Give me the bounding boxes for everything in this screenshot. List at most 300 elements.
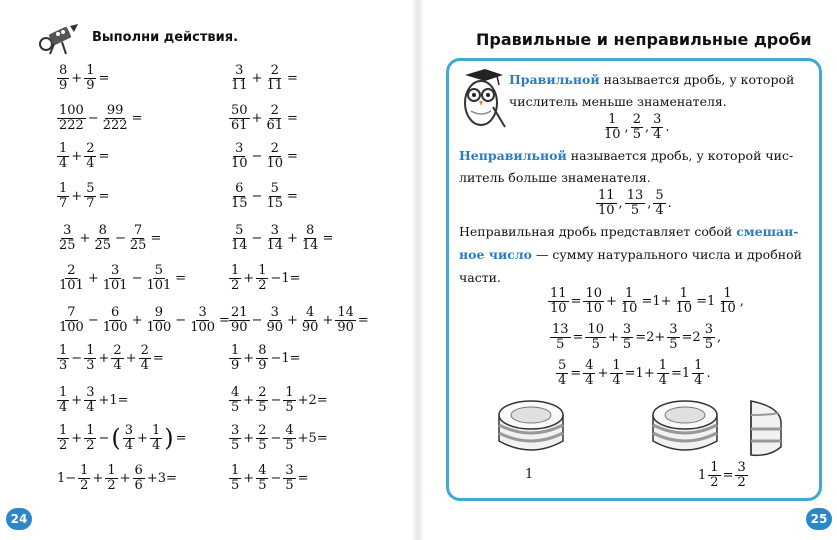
fraction [57,386,69,414]
fraction [144,264,173,292]
denominator: 4 [653,126,662,142]
caption-one: 1 [525,467,534,482]
denominator: 6 [134,477,143,493]
operator: =1+ [641,293,672,309]
operator: − [251,230,263,246]
fraction [583,287,604,315]
numerator: 3 [111,263,120,278]
denominator: 4 [113,357,122,373]
exercise [56,264,187,292]
numerator: 1 [80,463,89,478]
exercise [228,264,302,292]
numerator: 3 [198,305,207,320]
proper-def-line2: числитель меньше знаменателя. [509,94,727,109]
denominator: 4 [86,399,95,415]
fraction [264,182,285,210]
numerator: 2 [258,385,267,400]
operator: + [243,270,255,286]
fraction [123,424,135,452]
exercise [228,464,310,492]
denominator: 9 [86,77,95,93]
denominator: 7 [59,195,68,211]
operator: = [98,70,110,86]
denominator: 222 [59,117,84,133]
operator: = [98,188,110,204]
fraction [300,224,321,252]
denominator: 2 [737,474,746,490]
exercise [228,224,334,252]
denominator: 4 [59,155,68,171]
proper-term: Правильной [509,72,600,87]
fraction [256,264,268,292]
exercise [56,104,143,132]
operator: = [150,230,162,246]
page-gutter [412,0,424,540]
numerator: 4 [306,305,315,320]
operator: + [92,470,104,486]
numerator: 7 [67,305,76,320]
numerator: 3 [669,322,678,337]
fraction [256,386,268,414]
operator: 1− [57,470,77,486]
denominator: 101 [59,277,84,293]
operator: = [572,329,584,345]
numerator: 10 [587,322,604,337]
fraction [264,224,285,252]
fraction [57,104,86,132]
numerator: 1 [723,286,732,301]
numerator: 2 [86,141,95,156]
exercise [228,306,370,334]
operator: + [119,470,131,486]
fraction [229,464,241,492]
denominator: 10 [231,155,248,171]
fraction [610,359,622,387]
fraction [229,264,241,292]
numerator: 1 [59,423,68,438]
theory-box [446,58,822,501]
numerator: 13 [626,188,644,203]
denominator: 15 [266,195,283,211]
numerator: 3 [86,385,95,400]
fraction [708,461,720,489]
numerator: 1 [86,423,95,438]
denominator: 2 [107,477,116,493]
denominator: 10 [550,300,567,316]
denominator: 4 [558,372,567,388]
numerator: 1 [86,63,95,78]
fraction [188,306,217,334]
numerator: 11 [550,286,567,301]
denominator: 5 [285,437,294,453]
operator: + [243,430,255,446]
fraction [57,64,69,92]
exercise [228,182,299,210]
fraction [653,189,665,217]
operator: = [322,230,334,246]
numerator: 7 [134,223,143,238]
exercise [228,64,299,92]
denominator: 14 [266,237,283,253]
operator: + [287,230,298,246]
exercise [228,142,299,170]
numerator: 1 [258,263,267,278]
numerator: 1 [107,463,116,478]
fraction [78,464,90,492]
page-title: Правильные и неправильные дроби [476,30,812,49]
fraction [651,113,663,141]
improper-examples [595,189,673,217]
operator: , [647,195,652,211]
fraction [229,142,250,170]
fraction [300,306,321,334]
fraction [84,386,96,414]
operator: +2= [297,392,328,408]
fraction [57,344,69,372]
fraction [101,104,130,132]
denominator: 5 [258,477,267,493]
operator: = [175,430,187,446]
numerator: 1 [231,343,240,358]
operator: = [152,350,164,366]
fraction [674,287,695,315]
numerator: 3 [653,112,662,127]
numerator: 8 [258,343,267,358]
operator: = [219,312,230,328]
denominator: 2 [710,474,719,490]
operator: = [287,110,298,126]
denominator: 10 [675,300,693,316]
operator: =1 [671,365,691,381]
fraction [264,142,285,170]
numerator: 3 [235,141,244,156]
operator: − [251,148,263,164]
numerator: 8 [98,223,107,238]
fraction [229,424,241,452]
numerator: 5 [558,358,567,373]
denominator: 4 [86,155,95,171]
numerator: 5 [270,181,279,196]
fraction [101,306,130,334]
denominator: 90 [301,319,319,335]
fraction [602,113,623,141]
numerator: 3 [622,322,632,337]
fraction [283,464,295,492]
exercise [228,104,299,132]
operator: + [322,312,334,328]
denominator: 10 [719,300,736,316]
numerator: 4 [585,358,594,373]
equation [555,359,712,387]
instruction-title: Выполни действия. [92,30,239,45]
fraction [667,323,679,351]
denominator: 5 [630,202,640,218]
denominator: 15 [231,195,248,211]
numerator: 3 [231,423,240,438]
denominator: 10 [266,155,283,171]
fraction [229,224,250,252]
operator: + [597,365,609,381]
denominator: 100 [59,319,84,335]
numerator: 100 [59,103,84,118]
fraction [631,113,643,141]
operator: + [71,70,83,86]
fraction [256,464,268,492]
half-cake-icon [649,393,785,459]
fraction [657,359,669,387]
denominator: 4 [585,372,594,388]
operator: , [739,293,744,309]
operator: + [125,350,137,366]
denominator: 9 [59,77,68,93]
fraction [133,464,145,492]
numerator: 1 [710,460,719,475]
denominator: 5 [556,336,565,352]
operator: + [251,70,263,86]
improper-text-1: называется дробь, у которой чис- [566,148,794,163]
fraction [111,344,123,372]
denominator: 5 [231,477,240,493]
fraction [229,64,250,92]
numerator: 1 [694,358,703,373]
page-number-right: 25 [806,508,832,530]
denominator: 4 [612,372,621,388]
operator: , [618,195,623,211]
operator: +5= [297,430,328,446]
denominator: 100 [146,319,172,335]
caption-mixed [697,461,749,489]
operator: ) [164,424,174,453]
numerator: 2 [270,141,279,156]
operator: = [287,188,298,204]
operator: +3= [146,470,177,486]
denominator: 10 [585,300,602,316]
operator: =1 [696,293,716,309]
denominator: 5 [285,477,294,493]
numerator: 10 [585,286,602,301]
denominator: 5 [622,336,632,352]
denominator: 61 [266,117,283,133]
numerator: 13 [552,322,569,337]
fraction [717,287,738,315]
denominator: 25 [129,237,147,253]
operator: = [287,148,298,164]
fraction [264,64,285,92]
improper-def-line2: литель больше знаменателя. [459,170,651,185]
numerator: 4 [231,385,240,400]
numerator: 99 [106,103,124,118]
fraction [583,359,595,387]
fraction [703,323,715,351]
denominator: 4 [658,372,667,388]
fraction [229,306,250,334]
denominator: 3 [59,357,68,373]
operator: . [667,195,672,211]
denominator: 10 [604,126,621,142]
operator: − [270,470,282,486]
denominator: 5 [231,399,240,415]
numerator: 5 [86,181,95,196]
numerator: 1 [231,263,240,278]
numerator: 8 [306,223,315,238]
denominator: 14 [231,237,248,253]
numerator: 3 [63,223,72,238]
numerator: 4 [285,423,294,438]
denominator: 9 [258,357,267,373]
fraction [619,287,640,315]
operator: −1= [270,350,301,366]
denominator: 7 [86,195,95,211]
fraction [229,182,250,210]
denominator: 5 [669,336,678,352]
denominator: 100 [190,319,216,335]
operator: = [287,70,298,86]
denominator: 4 [59,399,68,415]
denominator: 25 [94,237,111,253]
numerator: 3 [704,322,713,337]
fraction [57,182,69,210]
operator: + [608,329,619,345]
exercise [56,64,110,92]
denominator: 5 [231,437,240,453]
operator: + [131,312,143,328]
mixed-line1 [459,221,799,243]
exercise [228,424,329,452]
fraction [139,344,151,372]
operator: + [251,110,263,126]
operator: − [115,230,126,246]
mixed-text-b: — сумму натурального числа и дробной [531,247,802,262]
mixed-term-b: ное число [459,247,532,262]
proper-text-1: называется дробь, у которой [599,72,795,87]
operator: = [570,365,582,381]
mixed-term-a: смешан- [736,224,799,239]
numerator: 1 [59,385,68,400]
fraction [550,323,571,351]
fraction [84,424,96,452]
numerator: 3 [124,423,134,438]
fraction [128,224,149,252]
fraction [144,306,173,334]
operator: − [270,392,282,408]
denominator: 4 [151,437,161,453]
denominator: 2 [59,437,68,453]
numerator: 2 [67,263,76,278]
denominator: 10 [598,202,615,218]
denominator: 5 [704,336,713,352]
operator: 1 [698,467,707,483]
mixed-line2 [459,244,802,266]
numerator: 2 [632,112,641,127]
fraction [84,142,96,170]
operator: + [71,392,83,408]
fraction [92,224,113,252]
operator: − [270,430,282,446]
operator: = [722,467,734,483]
fraction [264,104,285,132]
numerator: 1 [612,358,621,373]
numerator: 5 [154,263,164,278]
fraction [150,424,162,452]
denominator: 11 [266,77,283,93]
fraction [84,182,96,210]
exercise [228,386,329,414]
numerator: 2 [113,343,122,358]
operator: = [175,270,187,286]
numerator: 1 [625,286,634,301]
numerator: 1 [679,286,688,301]
numerator: 1 [151,423,161,438]
numerator: 11 [598,188,615,203]
numerator: 5 [235,223,244,238]
numerator: 1 [86,343,95,358]
exercise [56,424,188,452]
numerator: 1 [59,141,68,156]
exercise [56,224,162,252]
improper-def-line1 [459,145,793,167]
numerator: 2 [258,423,267,438]
pencil-mascot-icon [36,22,82,56]
operator: + [71,148,83,164]
operator: + [606,293,617,309]
equation [547,287,745,315]
denominator: 5 [632,126,641,142]
operator: =1+ [624,365,655,381]
mixed-line3: части. [459,270,501,285]
operator: + [71,430,83,446]
numerator: 3 [270,305,279,320]
operator: = [357,312,369,328]
fraction [229,104,250,132]
denominator: 11 [231,77,248,93]
numerator: 1 [59,343,68,358]
numerator: 4 [258,463,267,478]
denominator: 5 [591,336,600,352]
fraction [229,386,241,414]
left-page [0,0,418,540]
fraction [84,344,96,372]
numerator: 1 [285,385,294,400]
operator: + [71,188,83,204]
fraction [57,142,69,170]
operator: =2+ [635,329,666,345]
fraction [625,189,646,217]
page-number-left: 24 [6,508,32,530]
numerator: 1 [658,358,667,373]
denominator: 4 [124,437,134,453]
operator: =2 [681,329,701,345]
fraction [621,323,633,351]
denominator: 4 [694,372,703,388]
denominator: 4 [140,357,149,373]
operator: − [251,188,263,204]
denominator: 2 [80,477,89,493]
exercise [56,464,178,492]
mixed-text-a: Неправильная дробь представляет собой [459,224,737,239]
operator: . [706,365,711,381]
denominator: 9 [231,357,240,373]
fraction [256,344,268,372]
denominator: 14 [301,237,319,253]
owl-teacher-icon [457,67,507,129]
operator: + [79,230,91,246]
exercise [56,142,110,170]
numerator: 8 [59,63,68,78]
numerator: 21 [231,305,248,320]
operator: − [131,270,143,286]
operator: − [87,312,99,328]
fraction [105,464,117,492]
